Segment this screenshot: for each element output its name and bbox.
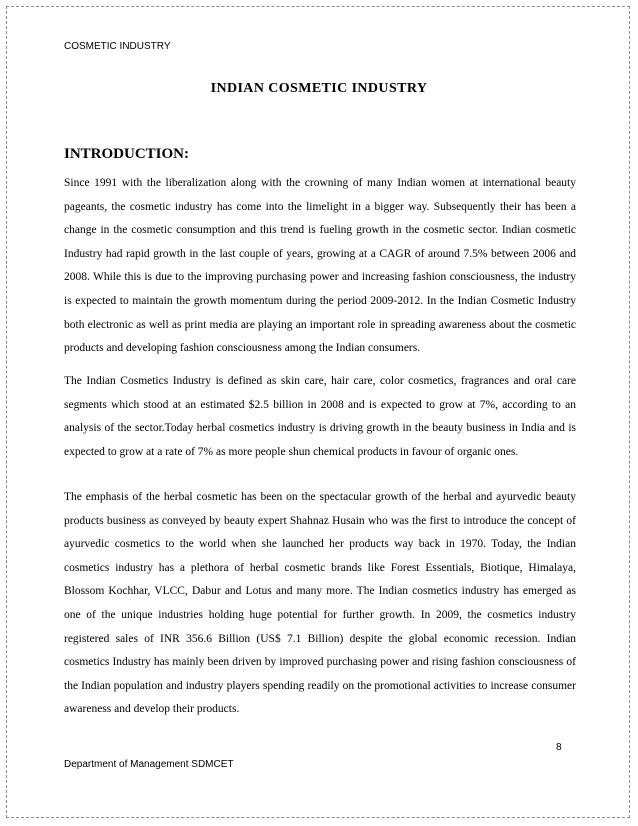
paragraph-2: The Indian Cosmetics Industry is defined as skin care, hair care, color cosmetics, fragrances and oral care segments which stood at an estimated $2.5 billion in 2008 and is expected to grow at 7%, according to an analysis of the sector.Today herbal cosmetics industry is driving growth in the beauty business in India and is expected to grow at a rate of 7% as more people shun chemical products in favour of organic ones. xyxy=(64,375,576,458)
section-heading: INTRODUCTION: xyxy=(64,146,190,162)
running-header: COSMETIC INDUSTRY xyxy=(64,41,171,52)
paragraph-1: Since 1991 with the liberalization along with the crowning of many Indian women at international beauty pageants, the cosmetic industry has come into the limelight in a bigger way. Subsequently their has been a change in the cosmetic consumption and this trend is fueling growth in the cosmetic sector. Indian cosmetic Industry had rapid growth in the last couple of years, growing at a CAGR of around 7.5% between 2006 and 2008. While this is due to the improving purchasing power and increasing fashion consciousness, the industry is expected to maintain the growth momentum during the period 2009-2012. In the Indian Cosmetic Industry both electronic as well as print media are playing an important role in spreading awareness about the cosmetic products and developing fashion consciousness among the Indian consumers. xyxy=(64,177,576,355)
document-title: INDIAN COSMETIC INDUSTRY xyxy=(210,81,428,96)
page-number: 8 xyxy=(556,742,562,753)
paragraph-3: The emphasis of the herbal cosmetic has been on the spectacular growth of the herbal and ayurvedic beauty products business as conveyed by beauty expert Shahnaz Husain who was the first to introduce the concept of ayurvedic cosmetics to the world when she launched her products way back in 1970. Today, the Indian cosmetics industry has a plethora of herbal cosmetic brands like Forest Essentials, Biotique, Himalaya, Blossom Kochhar, VLCC, Dabur and Lotus and many more. The Indian cosmetics industry has emerged as one of the unique industries holding huge potential for further growth. In 2009, the cosmetics industry registered sales of INR 356.6 Billion (US$ 7.1 Billion) despite the global economic recession. Indian cosmetics Industry has mainly been driven by improved purchasing power and rising fashion consciousness of the Indian population and industry players spending readily on the promotional activities to increase consumer awareness and develop their products. xyxy=(64,491,576,716)
running-footer: Department of Management SDMCET xyxy=(64,759,234,770)
